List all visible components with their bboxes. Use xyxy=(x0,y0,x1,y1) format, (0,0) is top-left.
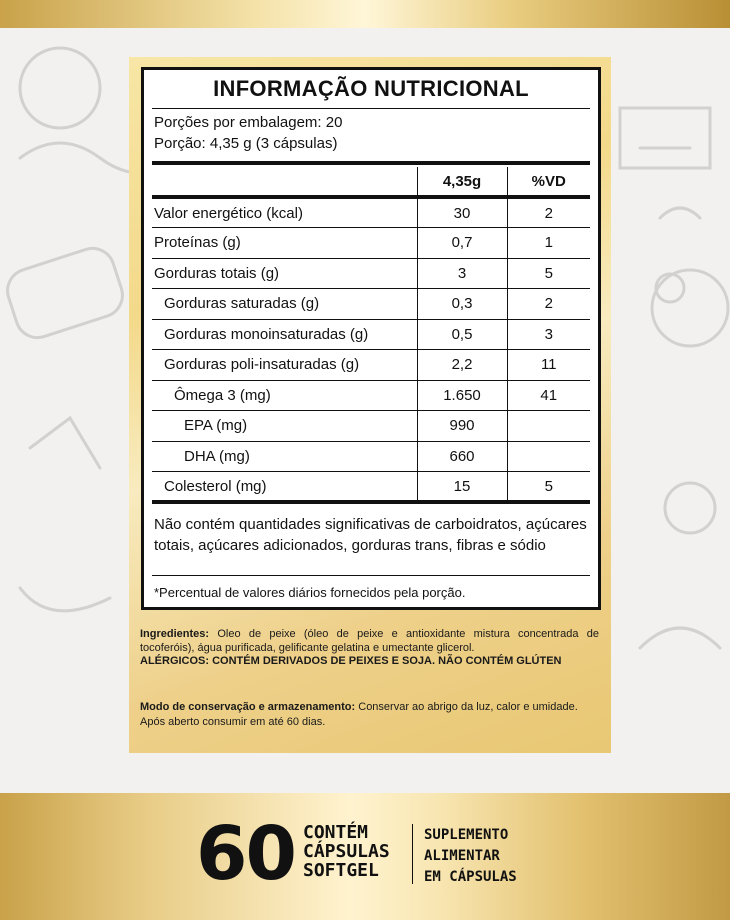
table-row xyxy=(152,441,590,472)
row-dv: 41 xyxy=(507,380,590,411)
row-amount: 30 xyxy=(417,197,507,228)
row-amount: 0,5 xyxy=(417,319,507,350)
table-row xyxy=(152,197,590,228)
header-dv: %VD xyxy=(507,167,590,197)
table-row xyxy=(152,228,590,259)
table-row xyxy=(152,289,590,320)
row-name: Valor energético (kcal) xyxy=(152,197,417,228)
top-gold-band xyxy=(0,0,730,28)
row-name: DHA (mg) xyxy=(152,441,417,472)
table-row xyxy=(152,258,590,289)
row-name: Gorduras monoinsaturadas (g) xyxy=(152,319,417,350)
supplement-line2: ALIMENTAR xyxy=(424,848,500,864)
row-name: EPA (mg) xyxy=(152,411,417,442)
row-name: Gorduras saturadas (g) xyxy=(152,289,417,320)
nutrition-facts-box xyxy=(141,67,601,610)
capsules-label: CÁPSULAS xyxy=(303,841,390,862)
label-panel xyxy=(129,57,611,753)
header-amount: 4,35g xyxy=(417,167,507,197)
serving-rule xyxy=(152,161,590,165)
row-dv: 2 xyxy=(507,197,590,228)
row-dv xyxy=(507,411,590,442)
storage-text xyxy=(140,700,599,730)
row-name: Colesterol (mg) xyxy=(152,472,417,503)
table-row xyxy=(152,350,590,381)
row-dv: 11 xyxy=(507,350,590,381)
ingredients-heading: Ingredientes: xyxy=(140,628,210,640)
row-name: Gorduras totais (g) xyxy=(152,258,417,289)
ingredients-list: Oleo de peixe (óleo de peixe e antioxidante mistura concentrada de tocoferóis), água purificada, gelificante gelatina e umectante glicerol. xyxy=(140,628,599,654)
row-amount: 15 xyxy=(417,472,507,503)
row-amount: 660 xyxy=(417,441,507,472)
not-significant-note: Não contém quantidades significativas de carboidratos, açúcares totais, açúcares adicionados, gorduras trans, fibras e sódio xyxy=(154,516,587,554)
table-row xyxy=(152,472,590,503)
servings-per-package: Porções por embalagem: 20 xyxy=(154,114,343,131)
daily-value-note: *Percentual de valores diários fornecidos pela porção. xyxy=(154,585,466,600)
row-amount: 990 xyxy=(417,411,507,442)
row-amount: 0,7 xyxy=(417,228,507,259)
row-name: Gorduras poli-insaturadas (g) xyxy=(152,350,417,381)
supplement-description xyxy=(424,825,517,888)
supplement-line1: SUPLEMENTO xyxy=(424,827,509,843)
ingredients-text xyxy=(140,628,599,669)
allergens-warning: ALÉRGICOS: CONTÉM DERIVADOS DE PEIXES E SOJA. NÃO CONTÉM GLÚTEN xyxy=(140,655,562,667)
footnote-rule xyxy=(152,575,590,576)
title-rule xyxy=(152,108,590,109)
header-name xyxy=(152,167,417,197)
contains-label: CONTÉM xyxy=(303,822,369,843)
capsule-count: 60 xyxy=(196,811,295,897)
table-header-row xyxy=(152,167,590,197)
bottom-gold-band xyxy=(0,793,730,920)
row-amount: 0,3 xyxy=(417,289,507,320)
table-row xyxy=(152,411,590,442)
table-row xyxy=(152,380,590,411)
row-dv xyxy=(507,441,590,472)
nutrition-title: INFORMAÇÃO NUTRICIONAL xyxy=(213,76,529,101)
row-name: Proteínas (g) xyxy=(152,228,417,259)
storage-instructions: Conservar ao abrigo da luz, calor e umidade. Após aberto consumir em até 60 dias. xyxy=(140,701,578,728)
row-dv: 1 xyxy=(507,228,590,259)
row-amount: 1.650 xyxy=(417,380,507,411)
supplement-line3: EM CÁPSULAS xyxy=(424,869,517,885)
row-amount: 3 xyxy=(417,258,507,289)
row-dv: 5 xyxy=(507,258,590,289)
footer-divider xyxy=(412,824,413,884)
row-dv: 3 xyxy=(507,319,590,350)
row-amount: 2,2 xyxy=(417,350,507,381)
row-name: Ômega 3 (mg) xyxy=(152,380,417,411)
table-row xyxy=(152,319,590,350)
serving-size: Porção: 4,35 g (3 cápsulas) xyxy=(154,135,338,152)
row-dv: 5 xyxy=(507,472,590,503)
nutrition-table xyxy=(152,167,590,504)
row-dv: 2 xyxy=(507,289,590,320)
softgel-label: SOFTGEL xyxy=(303,860,379,881)
capsule-description xyxy=(303,823,390,880)
storage-heading: Modo de conservação e armazenamento: xyxy=(140,701,356,713)
